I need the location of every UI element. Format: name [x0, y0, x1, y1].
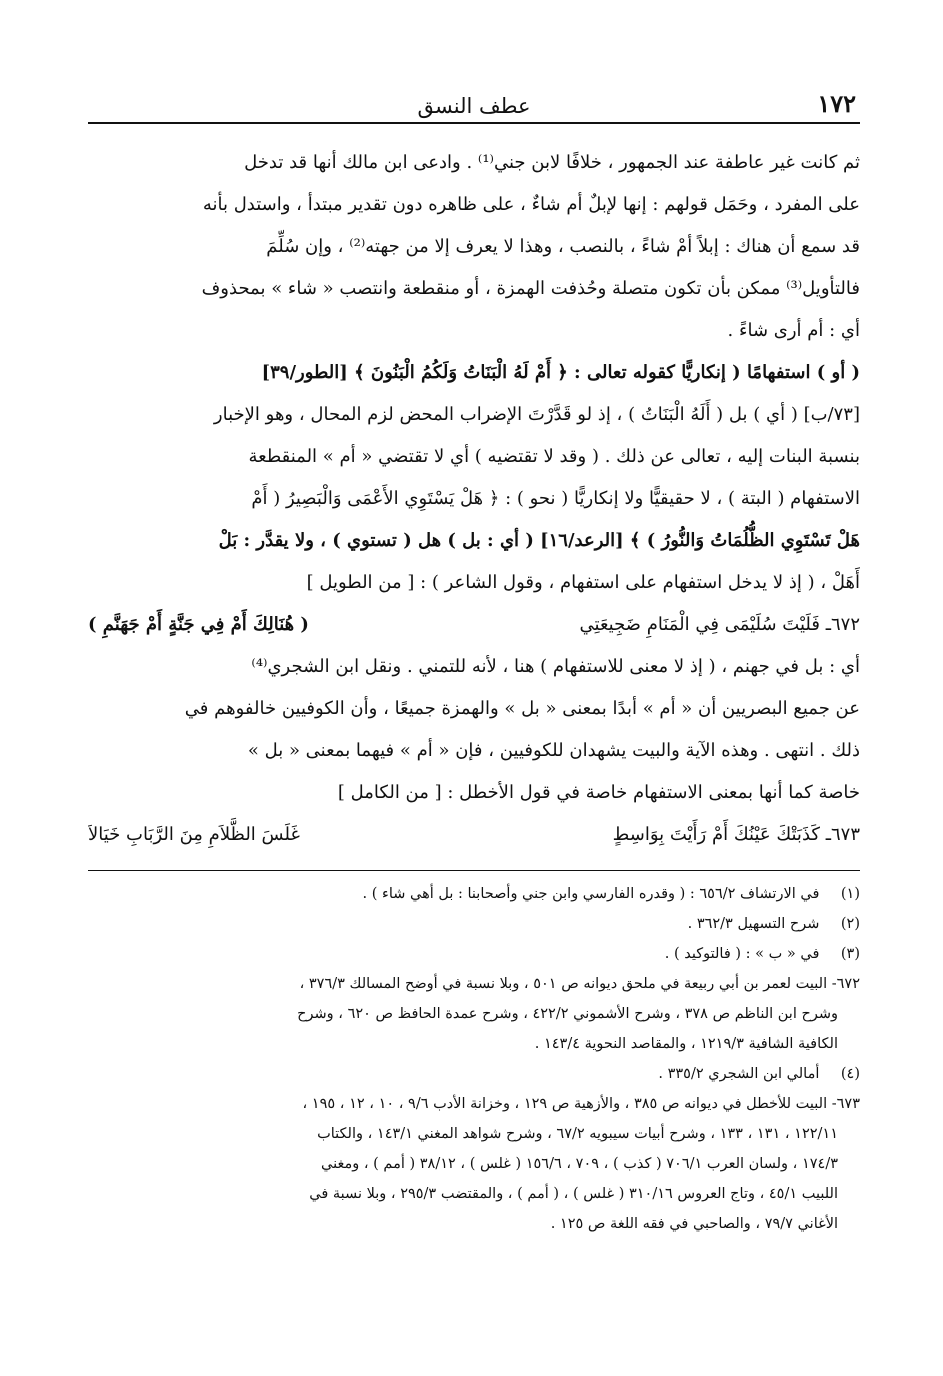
footnote-mark: (١) [840, 886, 860, 902]
footnote-text: في الارتشاف ٦٥٦/٢ : ( وقدره الفارسي وابن جني وأصحابنا : بل أهي شاء ) . [362, 886, 820, 902]
verse-number: ٦٧٣ـ [825, 824, 860, 845]
footnote-text: شرح التسهيل ٣٦٢/٣ . [687, 916, 820, 932]
text-line: [٧٣/ب] ( أي ) بل ( أَلَهُ الْبَنَاتُ ) ، إذ لو قَدَّرْتَ الإضراب المحض لزم المحال ، وهو الإخبار [213, 404, 860, 425]
verse-second-hemistich: غَلَسَ الظَّلاَمِ مِنَ الرَّبَابِ خَيَالاَ [88, 824, 300, 845]
text-line: ذلك . انتهى . وهذه الآية والبيت يشهدان للكوفيين ، فإن « أم » فيهما بمعنى « بل » [247, 740, 860, 761]
verse-second-hemistich: ( هُنَالِكَ أَمْ فِي جَنَّةٍ أَمْ جَهَنَّمِ ) [88, 614, 309, 635]
text-line: على المفرد ، وحَمَل قولهم : إنها لإبلٌ أم شاءٌ ، على ظاهره دون تقدير مبتدأ ، واستدل بأنه [202, 194, 860, 215]
text-line: فالتأويل⁽³⁾ ممكن بأن تكون متصلة وحُذفت الهمزة ، أو منقطعة وانتصب « شاء » بمحذوف [201, 278, 860, 299]
verse-number: ٦٧٢ـ [825, 614, 860, 635]
footnote [88, 939, 860, 969]
text-line: هَلْ تَسْتَوِي الظُّلُمَاتُ وَالنُّورُ ) ﴾ [الرعد/١٦] ( أي : بل ) هل ( تستوي ) ، ولا يقدَّر : بَلْ [218, 530, 860, 551]
verse-source-line: وشرح ابن الناظم ص ٣٧٨ ، وشرح الأشموني ٤٢٢/٢ ، وشرح عمدة الحافظ ص ٦٢٠ ، وشرح [297, 1006, 838, 1022]
book-page [88, 88, 860, 1239]
text-line: ( أو ) استفهامًا ( إنكاريًّا كقوله تعالى : ﴿ أَمْ لَهُ الْبَنَاتُ وَلَكُمُ الْبَنُونَ ﴾ [الطور/٣٩] [261, 362, 860, 383]
text-line: خاصة كما أنها بمعنى الاستفهام خاصة في قول الأخطل : [ من الكامل ] [337, 782, 860, 803]
verse-source-line: الكافية الشافية ١٢١٩/٣ ، والمقاصد النحوية ١٤٣/٤ . [534, 1036, 838, 1052]
footnote-mark: (٣) [840, 946, 860, 962]
verse-673 [88, 814, 860, 856]
verse-source-line: ١٢٢/١١ ، ١٣١ ، ١٣٣ ، وشرح أبيات سيبويه ٦٧/٢ ، وشرح شواهد المغني ١٤٣/١ ، والكتاب [317, 1126, 838, 1142]
verse-first-hemistich: كَذَبَتْكَ عَيْنُكَ أَمْ رَأَيْتَ بِوَاسِطٍ [612, 824, 820, 845]
running-title: عطف النسق [417, 94, 531, 118]
footnote-divider [88, 870, 860, 871]
verse-source-line: ٦٧٣- البيت للأخطل في ديوانه ص ٣٨٥ ، والأزهية ص ١٢٩ ، وخزانة الأدب ٩/٦ ، ١٠ ، ١٢ ، ١٩٥ ، [302, 1096, 860, 1112]
text-line: أَهَلْ ، ( إذ لا يدخل استفهام على استفهام ، وقول الشاعر ) : [ من الطويل ] [306, 572, 860, 593]
footnote [88, 1059, 860, 1089]
footnote [88, 879, 860, 909]
text-line: بنسبة البنات إليه ، تعالى عن ذلك . ( وقد لا تقتضيه ) أي لا تقتضي « أم » المنقطعة [248, 446, 860, 467]
text-line: عن جميع البصريين أن « أم » أبدًا بمعنى « بل » والهمزة جميعًا ، وأن الكوفيين خالفوهم في [184, 698, 860, 719]
footnote-text: أمالي ابن الشجري ٣٣٥/٢ . [658, 1066, 820, 1082]
verse-source-line: الأغاني ٧٩/٧ ، والصاحبي في فقه اللغة ص ١٢٥ . [550, 1216, 838, 1232]
main-text [88, 142, 860, 856]
verse-source-line: اللبيب ٤٥/١ ، وتاج العروس ٣١٠/١٦ ( غلس ) ، ( أمم ) ، والمقتضب ٢٩٥/٣ ، وبلا نسبة في [309, 1186, 838, 1202]
verse-source-line: ١٧٤/٣ ، ولسان العرب ٧٠٦/١ ( كذب ) ، ٧٠٩ ، ١٥٦/٦ ( غلس ) ، ٣٨/١٢ ( أمم ) ، ومغني [321, 1156, 838, 1172]
text-line: قد سمع أن هناك : إبلاً أمْ شاءً ، بالنصب ، وهذا لا يعرف إلا من جهته⁽²⁾ ، وإن سُلِّمَ [266, 236, 860, 257]
footnote [88, 909, 860, 939]
page-number: ١٧٢ [817, 89, 856, 118]
footnote-mark: (٤) [840, 1066, 860, 1082]
page-header [88, 88, 860, 124]
verse-source-line: ٦٧٢- البيت لعمر بن أبي ربيعة في ملحق ديوانه ص ٥٠١ ، وبلا نسبة في أوضح المسالك ٣٧٦/٣ ، [299, 976, 860, 992]
verse-first-hemistich: فَلَيْتَ سُلَيْمَى فِي الْمَنَامِ ضَجِيعَتِي [579, 614, 820, 635]
text-line: أي : بل في جهنم ، ( إذ لا معنى للاستفهام ) هنا ، لأنه للتمني . ونقل ابن الشجري⁽⁴⁾ [251, 656, 860, 677]
text-line: الاستفهام ( البتة ) ، لا حقيقيًّا ولا إنكاريًّا ( نحو ) : ﴿ هَلْ يَسْتَوِي الأَعْمَى وَالْبَصِيرُ ( أَمْ [251, 488, 860, 509]
verse-672 [88, 604, 860, 646]
footnote-mark: (٢) [840, 916, 860, 932]
text-line: ثم كانت غير عاطفة عند الجمهور ، خلافًا لابن جني⁽¹⁾ . وادعى ابن مالك أنها قد تدخل [244, 152, 860, 173]
footnotes [88, 879, 860, 1239]
text-line: أي : أم أرى شاءً . [727, 320, 860, 341]
footnote-text: في « ب » : ( فالتوكيد ) . [664, 946, 820, 962]
